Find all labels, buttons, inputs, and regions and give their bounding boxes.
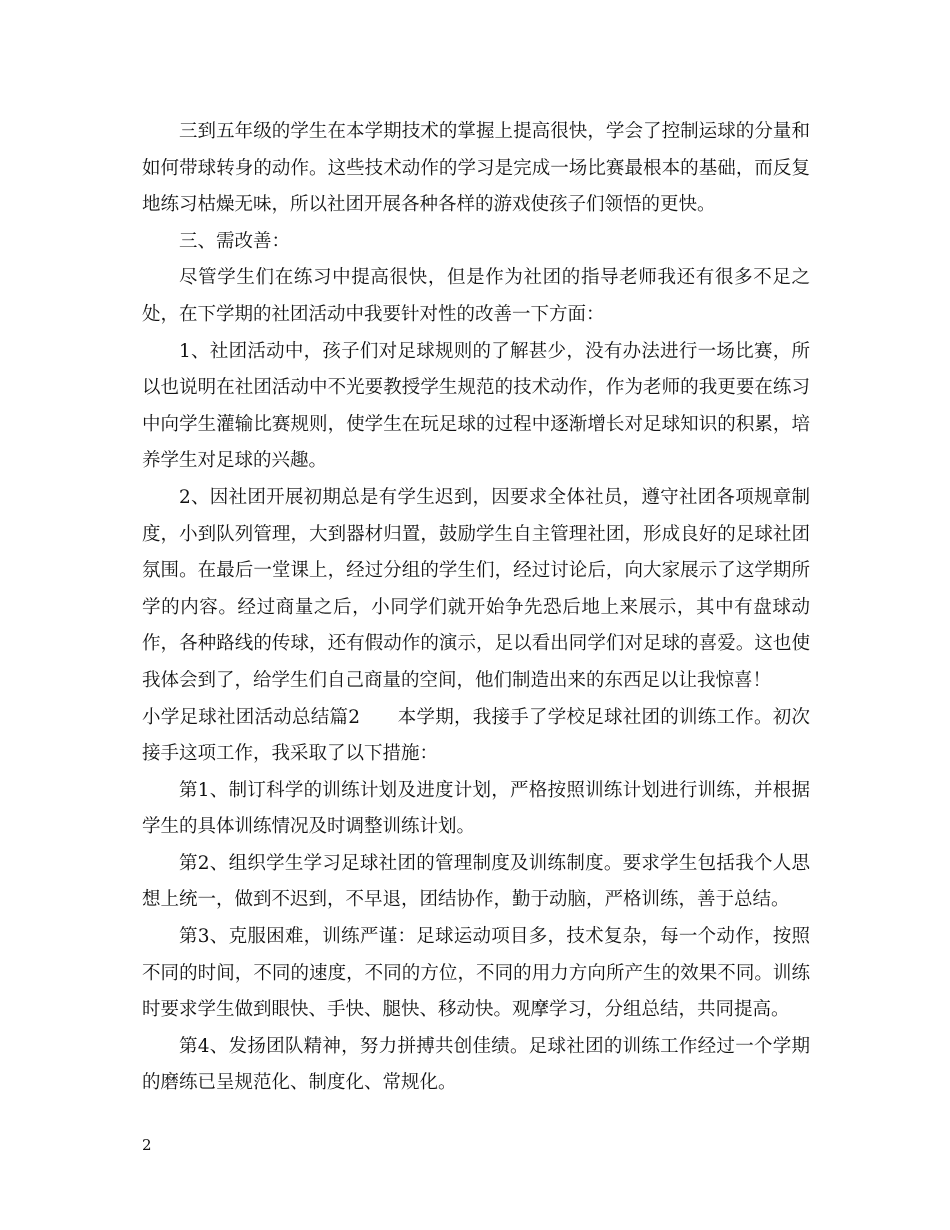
- document-body: [142, 114, 810, 1102]
- paragraph-part-2-intro: 小学足球社团活动总结篇2 本学期，我接手了学校足球社团的训练工作。初次接手这项工作，我采取了以下措施：: [142, 706, 810, 765]
- paragraph-measure-1: 第1、制订科学的训练计划及进度计划，严格按照训练计划进行训练，并根据学生的具体训练情况及时调整训练计划。: [142, 779, 810, 838]
- paragraph-point-1-rules: 1、社团活动中，孩子们对足球规则的了解甚少，没有办法进行一场比赛，所以也说明在社团活动中不光要教授学生规范的技术动作，作为老师的我更要在练习中向学生灌输比赛规则，使学生在玩足球的过程中逐渐增长对足球知识的积累，培养学生对足球的兴趣。: [142, 340, 810, 472]
- paragraph-measure-2: 第2、组织学生学习足球社团的管理制度及训练制度。要求学生包括我个人思想上统一，做到不迟到，不早退，团结协作，勤于动脑，严格训练，善于总结。: [142, 852, 810, 911]
- paragraph-measure-4: 第4、发扬团队精神，努力拼搏共创佳绩。足球社团的训练工作经过一个学期的磨练已呈规范化、制度化、常规化。: [142, 1035, 810, 1094]
- paragraph-point-2-discipline: 2、因社团开展初期总是有学生迟到，因要求全体社员，遵守社团各项规章制度，小到队列管理，大到器材归置，鼓励学生自主管理社团，形成良好的足球社团氛围。在最后一堂课上，经过分组的学生们，经过讨论后，向大家展示了这学期所学的内容。经过商量之后，小同学们就开始争先恐后地上来展示，其中有盘球动作，各种路线的传球，还有假动作的演示，足以看出同学们对足球的喜爱。这也使我体会到了，给学生们自己商量的空间，他们制造出来的东西足以让我惊喜！: [142, 486, 810, 691]
- paragraph-measure-3: 第3、克服困难，训练严谨：足球运动项目多，技术复杂，每一个动作，按照不同的时间，不同的速度，不同的方位，不同的用力方向所产生的效果不同。训练时要求学生做到眼快、手快、腿快、移动快。观摩学习，分组总结，共同提高。: [142, 926, 810, 1021]
- page-number: 2: [142, 1136, 152, 1154]
- paragraph-skills-progress: 三到五年级的学生在本学期技术的掌握上提高很快，学会了控制运球的分量和如何带球转身的动作。这些技术动作的学习是完成一场比赛最根本的基础，而反复地练习枯燥无味，所以社团开展各种各样的游戏使孩子们领悟的更快。: [142, 121, 810, 216]
- paragraph-shortcomings-intro: 尽管学生们在练习中提高很快，但是作为社团的指导老师我还有很多不足之处，在下学期的社团活动中我要针对性的改善一下方面：: [142, 267, 810, 325]
- section-heading-improvements: 三、需改善：: [179, 230, 291, 252]
